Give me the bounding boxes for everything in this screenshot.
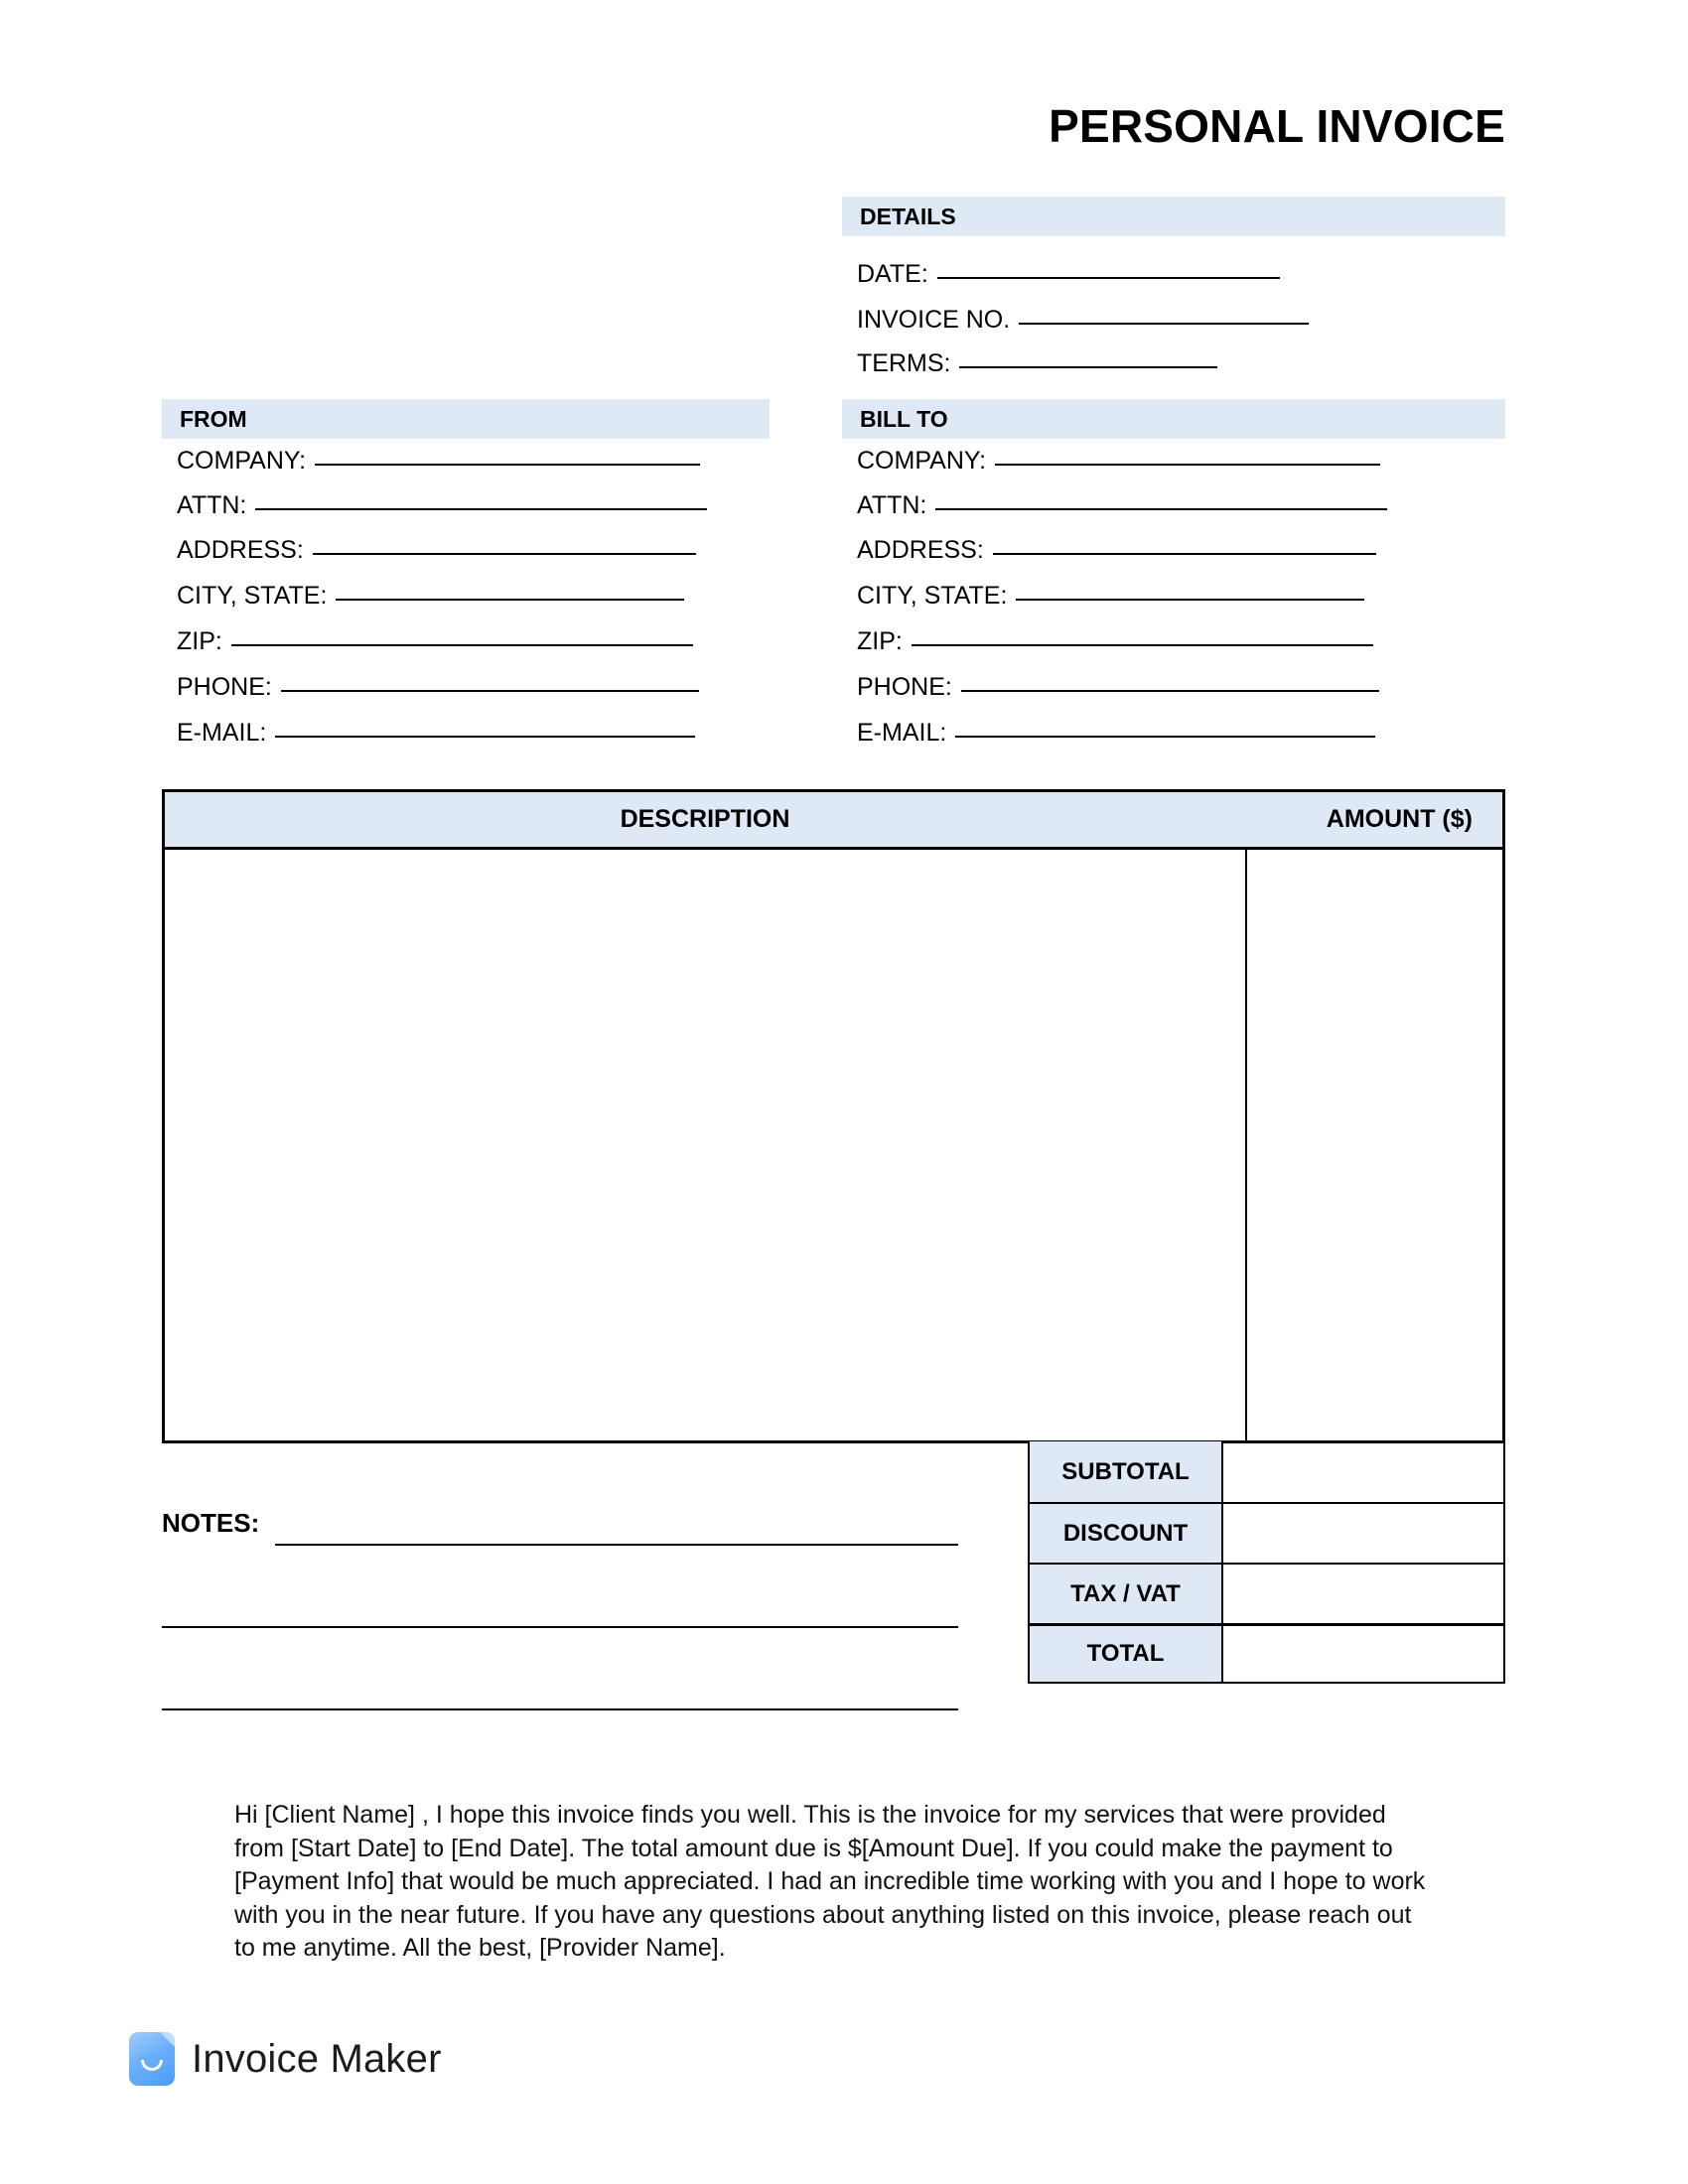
notes-line-3[interactable]: [162, 1707, 958, 1710]
bill-to-company-field-row[interactable]: [857, 449, 1380, 474]
from-zip-label: ZIP:: [177, 627, 222, 655]
from-attn-rule[interactable]: [255, 507, 707, 510]
subtotal-value[interactable]: [1223, 1441, 1505, 1502]
bill-to-zip-field-row[interactable]: [857, 629, 1373, 654]
from-company-rule[interactable]: [315, 463, 700, 466]
description-entry-area[interactable]: [165, 850, 1247, 1440]
total-row: [1028, 1623, 1505, 1684]
invoice-maker-logo-icon: [129, 2032, 175, 2086]
bill-to-address-label: ADDRESS:: [857, 536, 984, 564]
bill-to-phone-field-row[interactable]: [857, 675, 1379, 700]
bill-to-attn-field-row[interactable]: [857, 493, 1387, 518]
bill-to-city-state-field-row[interactable]: [857, 584, 1364, 609]
bill-to-company-rule[interactable]: [995, 463, 1380, 466]
from-phone-field-row[interactable]: [177, 675, 699, 700]
from-company-label: COMPANY:: [177, 447, 307, 475]
terms-field-row[interactable]: [857, 351, 1217, 376]
bill-to-city-state-label: CITY, STATE:: [857, 582, 1008, 610]
bill-to-zip-label: ZIP:: [857, 627, 903, 655]
column-header-amount: AMOUNT ($): [1326, 805, 1473, 833]
from-zip-field-row[interactable]: [177, 629, 693, 654]
details-section-header: [842, 197, 1505, 236]
from-city-state-field-row[interactable]: [177, 584, 684, 609]
brand-name: Invoice Maker: [192, 2037, 442, 2081]
date-field-rule[interactable]: [937, 276, 1280, 279]
total-value[interactable]: [1223, 1623, 1505, 1684]
from-email-field-row[interactable]: [177, 721, 695, 746]
from-phone-rule[interactable]: [281, 689, 699, 692]
notes-line-1[interactable]: [275, 1543, 958, 1546]
bill-to-attn-rule[interactable]: [935, 507, 1387, 510]
from-phone-label: PHONE:: [177, 673, 272, 701]
notes-line-2[interactable]: [162, 1625, 958, 1628]
line-items-header-row: [165, 792, 1502, 850]
date-field-row[interactable]: [857, 262, 1280, 287]
from-address-rule[interactable]: [313, 552, 696, 555]
from-address-label: ADDRESS:: [177, 536, 304, 564]
details-heading-label: DETAILS: [860, 203, 956, 229]
tax-vat-label: TAX / VAT: [1028, 1563, 1223, 1623]
date-field-label: DATE:: [857, 260, 928, 288]
footer-branding: [129, 2032, 442, 2086]
from-city-state-label: CITY, STATE:: [177, 582, 328, 610]
subtotal-label: SUBTOTAL: [1028, 1441, 1223, 1502]
from-heading-label: FROM: [180, 405, 247, 432]
smile-icon: [141, 2060, 163, 2071]
totals-grid: [1028, 1441, 1505, 1684]
bill-to-email-field-row[interactable]: [857, 721, 1375, 746]
discount-label: DISCOUNT: [1028, 1502, 1223, 1563]
discount-value[interactable]: [1223, 1502, 1505, 1563]
column-header-description: DESCRIPTION: [620, 805, 790, 833]
from-section-header: [162, 399, 770, 439]
terms-field-rule[interactable]: [959, 365, 1217, 368]
invoice-no-field-label: INVOICE NO.: [857, 306, 1011, 334]
from-attn-field-row[interactable]: [177, 493, 707, 518]
bill-to-zip-rule[interactable]: [912, 643, 1373, 646]
from-attn-label: ATTN:: [177, 491, 247, 519]
from-email-label: E-MAIL:: [177, 719, 267, 747]
bill-to-section-header: [842, 399, 1505, 439]
bill-to-email-label: E-MAIL:: [857, 719, 947, 747]
total-label: TOTAL: [1028, 1623, 1223, 1684]
terms-field-label: TERMS:: [857, 349, 951, 377]
page-title: PERSONAL INVOICE: [1049, 100, 1505, 152]
bill-to-email-rule[interactable]: [955, 735, 1375, 738]
from-zip-rule[interactable]: [231, 643, 693, 646]
tax-vat-value[interactable]: [1223, 1563, 1505, 1623]
invoice-no-field-rule[interactable]: [1019, 322, 1309, 325]
bill-to-phone-rule[interactable]: [961, 689, 1379, 692]
from-city-state-rule[interactable]: [336, 598, 684, 601]
subtotal-row: [1028, 1441, 1505, 1502]
discount-row: [1028, 1502, 1505, 1563]
bill-to-company-label: COMPANY:: [857, 447, 987, 475]
bill-to-address-field-row[interactable]: [857, 538, 1376, 563]
bill-to-city-state-rule[interactable]: [1016, 598, 1364, 601]
bill-to-phone-label: PHONE:: [857, 673, 952, 701]
line-items-body[interactable]: [165, 850, 1502, 1440]
from-email-rule[interactable]: [275, 735, 695, 738]
notes-label: NOTES:: [162, 1508, 260, 1538]
invoice-no-field-row[interactable]: [857, 308, 1309, 333]
bill-to-heading-label: BILL TO: [860, 405, 948, 432]
tax-vat-row: [1028, 1563, 1505, 1623]
amount-entry-area[interactable]: [1247, 850, 1502, 1440]
from-company-field-row[interactable]: [177, 449, 700, 474]
invoice-message-paragraph: Hi [Client Name] , I hope this invoice finds you well. This is the invoice for my services that were provided from [Start Date] to [End Date]. The total amount due is $[Amount Due]. If you could make the payment to [Payment Info] that would be much appreciated. I had an incredible time working with you and I hope to work with you in the near future. If you have any questions about anything listed on this invoice, please reach out to me anytime. All the best, [Provider Name].: [234, 1801, 1426, 1962]
from-address-field-row[interactable]: [177, 538, 696, 563]
bill-to-address-rule[interactable]: [993, 552, 1376, 555]
line-items-table: [162, 789, 1505, 1443]
bill-to-attn-label: ATTN:: [857, 491, 927, 519]
